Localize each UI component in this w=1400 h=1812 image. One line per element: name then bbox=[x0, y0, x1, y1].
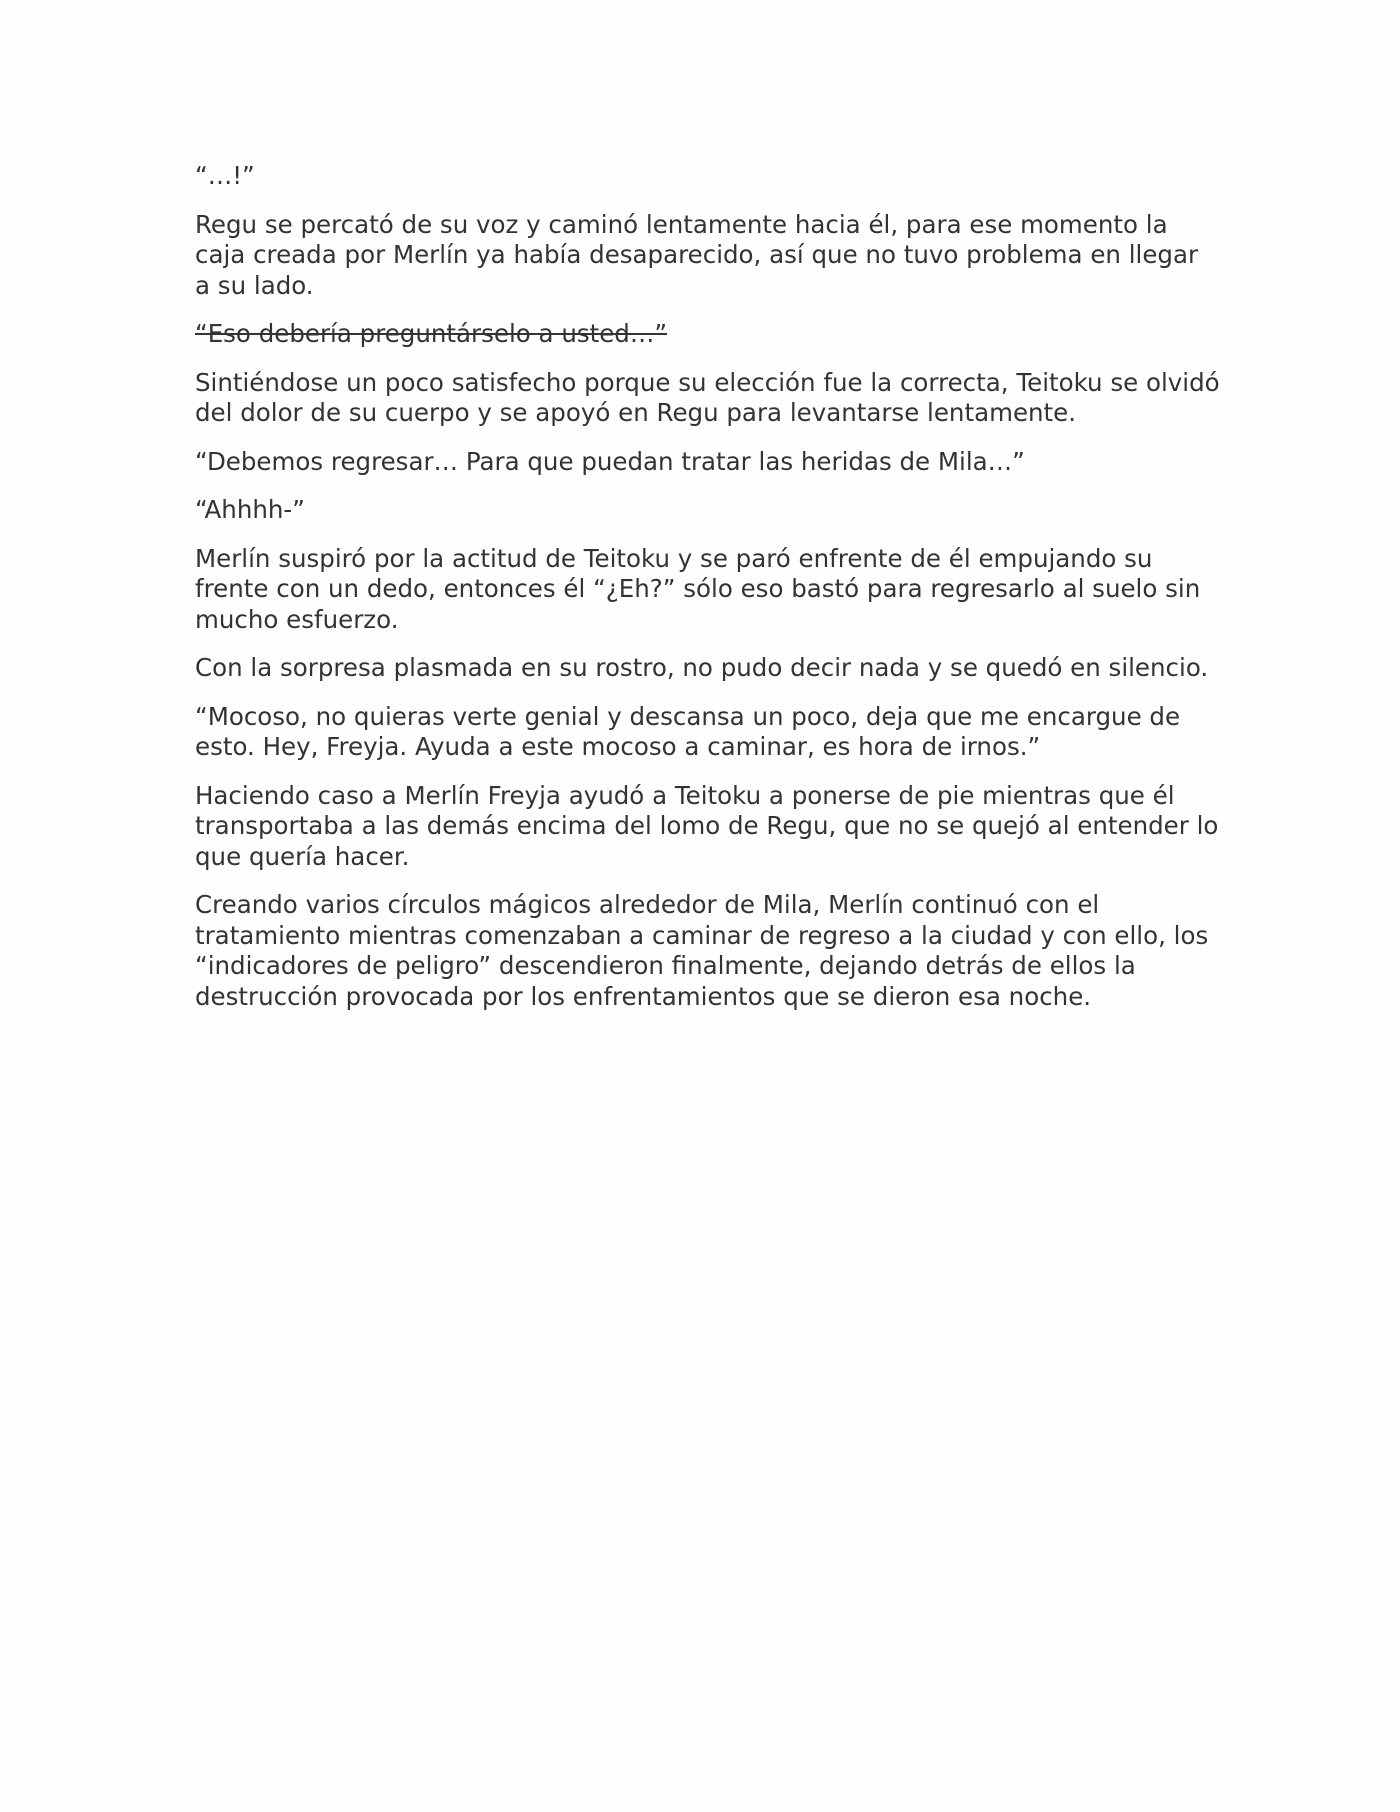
paragraph: Haciendo caso a Merlín Freyja ayudó a Teitoku a ponerse de pie mientras que él transportaba a las demás encima del lomo de Regu, que no se quejó al entender lo que quería hacer. bbox=[195, 780, 1219, 871]
paragraph: Sintiéndose un poco satisfecho porque su elección fue la correcta, Teitoku se olvidó del dolor de su cuerpo y se apoyó en Regu para levantarse lentamente. bbox=[195, 367, 1220, 427]
paragraph: “…!” bbox=[195, 161, 255, 190]
paragraph: Merlín suspiró por la actitud de Teitoku y se paró enfrente de él empujando su frente con un dedo, entonces él “¿Eh?” sólo eso bastó para regresarlo al suelo sin mucho esfuerzo. bbox=[195, 543, 1201, 634]
paragraph: Creando varios círculos mágicos alrededor de Mila, Merlín continuó con el tratamiento mientras comenzaban a caminar de regreso a la ciudad y con ello, los “indicadores de peligro” descendieron finalmente, dejando detrás de ellos la destrucción provocada por los enfrentamientos que se dieron esa noche. bbox=[195, 890, 1209, 1011]
paragraph: “Ahhhh-” bbox=[195, 495, 305, 524]
paragraph: “Debemos regresar… Para que puedan tratar las heridas de Mila…” bbox=[195, 446, 1025, 476]
paragraph: “Mocoso, no quieras verte genial y descansa un poco, deja que me encargue de esto. Hey, Freyja. Ayuda a este mocoso a caminar, es hora de irnos.” bbox=[195, 701, 1181, 761]
paragraph: Regu se percató de su voz y caminó lentamente hacia él, para ese momento la caja creada por Merlín ya había desaparecido, así que no tuvo problema en llegar a su lado. bbox=[195, 209, 1199, 300]
paragraph: Con la sorpresa plasmada en su rostro, no pudo decir nada y se quedó en silencio. bbox=[195, 653, 1209, 682]
strikethrough-paragraph: “Eso debería preguntárselo a usted…” bbox=[195, 319, 668, 348]
document-body bbox=[195, 161, 1220, 1030]
